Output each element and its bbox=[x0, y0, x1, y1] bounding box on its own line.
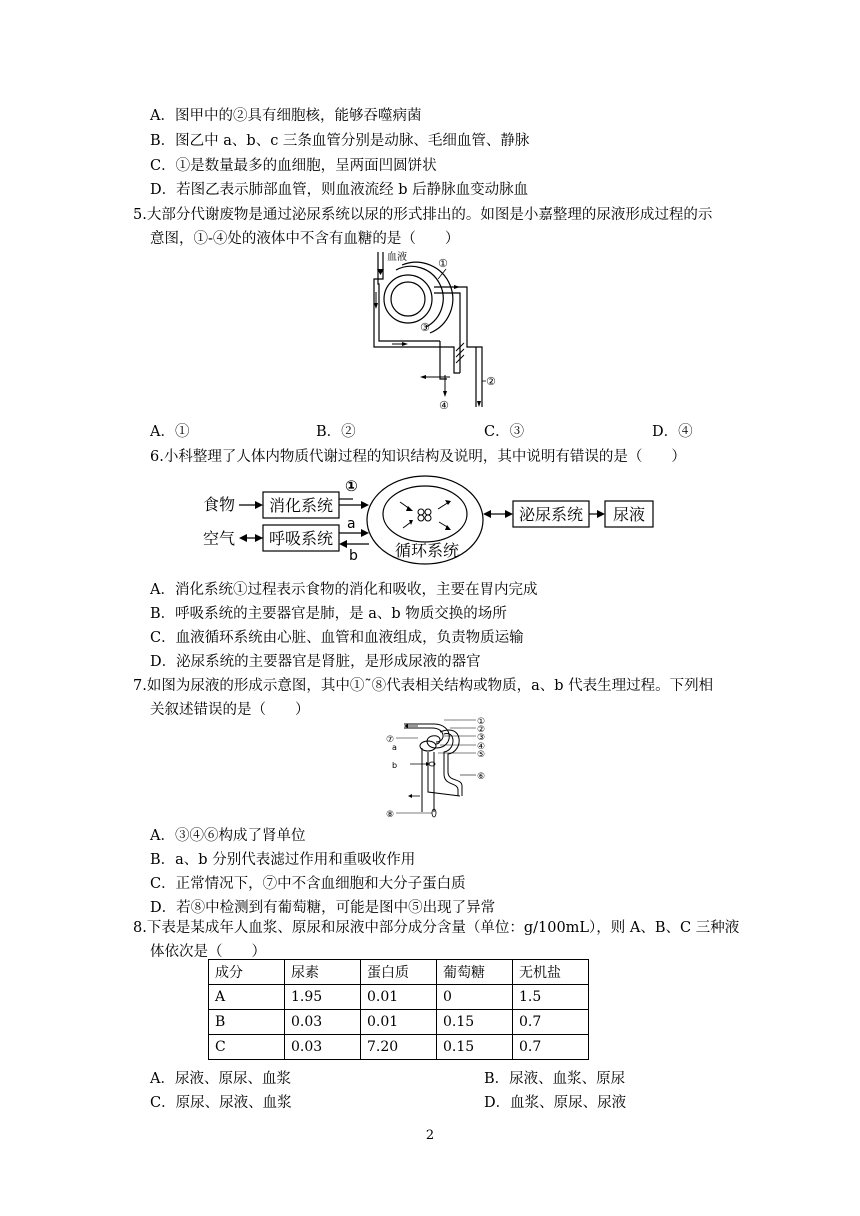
q6-option-d[interactable]: D．泌尿系统的主要器官是肾脏，是形成尿液的器官 bbox=[150, 654, 481, 670]
q5-option-b[interactable]: B．② bbox=[316, 424, 356, 440]
q6-stem-line1: 6.小科整理了人体内物质代谢过程的知识结构及说明，其中说明有错误的是（ ） bbox=[150, 449, 686, 465]
table-cell: 0.15 bbox=[437, 1010, 513, 1035]
q7-option-c[interactable]: C．正常情况下，⑦中不含血细胞和大分子蛋白质 bbox=[150, 876, 466, 892]
q5-label-3: ③ bbox=[420, 321, 430, 334]
q6-digestive-box: 消化系统 bbox=[269, 496, 334, 515]
table-cell: B bbox=[209, 1010, 285, 1035]
q7-option-a[interactable]: A．③④⑥构成了肾单位 bbox=[150, 828, 306, 844]
table-cell: C bbox=[209, 1035, 285, 1060]
q8-stem-line1: 8.下表是某成年人血浆、原尿和尿液中部分成分含量（单位：g/100mL），则 A、B、C 三种液 bbox=[133, 920, 740, 936]
q4-option-d: D．若图乙表示肺部血管，则血液流经 b 后静脉血变动脉血 bbox=[150, 182, 529, 198]
table-cell: 7.20 bbox=[361, 1035, 437, 1060]
table-header-cell: 葡萄糖 bbox=[437, 960, 513, 985]
q5-label-2: ② bbox=[486, 375, 496, 388]
q7-label-5: ⑤ bbox=[477, 750, 486, 760]
table-header-cell: 蛋白质 bbox=[361, 960, 437, 985]
q6-option-a[interactable]: A．消化系统①过程表示食物的消化和吸收，主要在胃内完成 bbox=[150, 582, 538, 598]
q6-urine-box: 尿液 bbox=[613, 505, 646, 524]
q5-options bbox=[150, 422, 710, 442]
table-cell: 0.7 bbox=[513, 1035, 589, 1060]
q7-label-4: ④ bbox=[477, 742, 486, 752]
q6-label-1: ① bbox=[345, 477, 358, 495]
q7-label-b: b bbox=[392, 761, 398, 770]
q6-respiratory-box: 呼吸系统 bbox=[269, 529, 334, 548]
table-cell: 0.03 bbox=[285, 1010, 361, 1035]
table-row bbox=[209, 1035, 589, 1060]
table-row bbox=[209, 1010, 589, 1035]
q4-option-c: C．①是数量最多的血细胞，呈两面凹圆饼状 bbox=[150, 158, 437, 174]
table-header-cell: 尿素 bbox=[285, 960, 361, 985]
table-header-cell: 成分 bbox=[209, 960, 285, 985]
q7-nephron-diagram bbox=[384, 712, 494, 822]
table-header-cell: 无机盐 bbox=[513, 960, 589, 985]
q7-option-b[interactable]: B．a、b 分别代表滤过作用和重吸收作用 bbox=[150, 852, 416, 868]
q6-metabolism-diagram bbox=[195, 472, 670, 572]
q5-label-4: ④ bbox=[439, 399, 449, 412]
q6-label-b: b bbox=[349, 548, 358, 564]
table-cell: 0.01 bbox=[361, 1010, 437, 1035]
table-cell: 0 bbox=[437, 985, 513, 1010]
q7-label-2: ② bbox=[477, 725, 486, 735]
q5-option-c[interactable]: C．③ bbox=[484, 424, 525, 440]
table-cell: 0.01 bbox=[361, 985, 437, 1010]
q6-option-b[interactable]: B．呼吸系统的主要器官是肺，是 a、b 物质交换的场所 bbox=[150, 606, 507, 622]
q6-food-label: 食物 bbox=[203, 495, 236, 514]
q5-option-d[interactable]: D．④ bbox=[652, 424, 693, 440]
q5-label-1: ① bbox=[438, 257, 448, 270]
q4-option-b: B．图乙中 a、b、c 三条血管分别是动脉、毛细血管、静脉 bbox=[150, 133, 530, 149]
q8-composition-table bbox=[208, 959, 589, 1060]
table-cell: 0.15 bbox=[437, 1035, 513, 1060]
q8-option-a[interactable]: A．尿液、原尿、血浆 bbox=[150, 1071, 291, 1087]
q7-label-6: ⑥ bbox=[477, 772, 486, 782]
q4-option-a: A．图甲中的②具有细胞核，能够吞噬病菌 bbox=[150, 108, 422, 124]
q6-urinary-box: 泌尿系统 bbox=[519, 505, 584, 524]
q5-blood-label: 血液 bbox=[387, 252, 407, 263]
q7-option-d[interactable]: D．若⑧中检测到有葡萄糖，可能是图中⑤出现了异常 bbox=[150, 900, 496, 916]
q7-label-8: ⑧ bbox=[386, 810, 395, 820]
q8-option-d[interactable]: D．血浆、原尿、尿液 bbox=[484, 1095, 627, 1111]
table-cell: 1.5 bbox=[513, 985, 589, 1010]
q7-stem-line1: 7.如图为尿液的形成示意图，其中①˜⑧代表相关结构或物质，a、b 代表生理过程。下列相 bbox=[133, 678, 714, 694]
q8-stem-line2: 体依次是（ ） bbox=[150, 944, 266, 960]
q8-option-b[interactable]: B．尿液、血浆、原尿 bbox=[484, 1071, 626, 1087]
q7-stem-line2: 关叙述错误的是（ ） bbox=[150, 702, 310, 718]
q5-nephron-diagram bbox=[372, 247, 502, 412]
table-cell: 1.95 bbox=[285, 985, 361, 1010]
q6-circulatory-label: 循环系统 bbox=[395, 541, 460, 560]
q6-label-a: a bbox=[347, 516, 356, 532]
q6-air-label: 空气 bbox=[203, 529, 236, 548]
q5-stem-line2: 意图，①-④处的液体中不含有血糖的是（ ） bbox=[150, 231, 460, 247]
q7-label-3: ③ bbox=[477, 733, 486, 743]
q7-label-7: ⑦ bbox=[386, 735, 395, 745]
table-cell: 0.7 bbox=[513, 1010, 589, 1035]
q5-stem-line1: 5.大部分代谢废物是通过泌尿系统以尿的形式排出的。如图是小嘉整理的尿液形成过程的示 bbox=[133, 207, 713, 223]
table-cell: 0.03 bbox=[285, 1035, 361, 1060]
q8-option-c[interactable]: C．原尿、尿液、血浆 bbox=[150, 1095, 292, 1111]
q7-label-1: ① bbox=[477, 717, 486, 727]
table-header-row bbox=[209, 960, 589, 985]
table-cell: A bbox=[209, 985, 285, 1010]
q7-label-a: a bbox=[392, 743, 397, 752]
q6-option-c[interactable]: C．血液循环系统由心脏、血管和血液组成，负责物质运输 bbox=[150, 630, 524, 646]
table-row bbox=[209, 985, 589, 1010]
q5-option-a[interactable]: A．① bbox=[150, 424, 190, 440]
page-number: 2 bbox=[425, 1128, 435, 1143]
